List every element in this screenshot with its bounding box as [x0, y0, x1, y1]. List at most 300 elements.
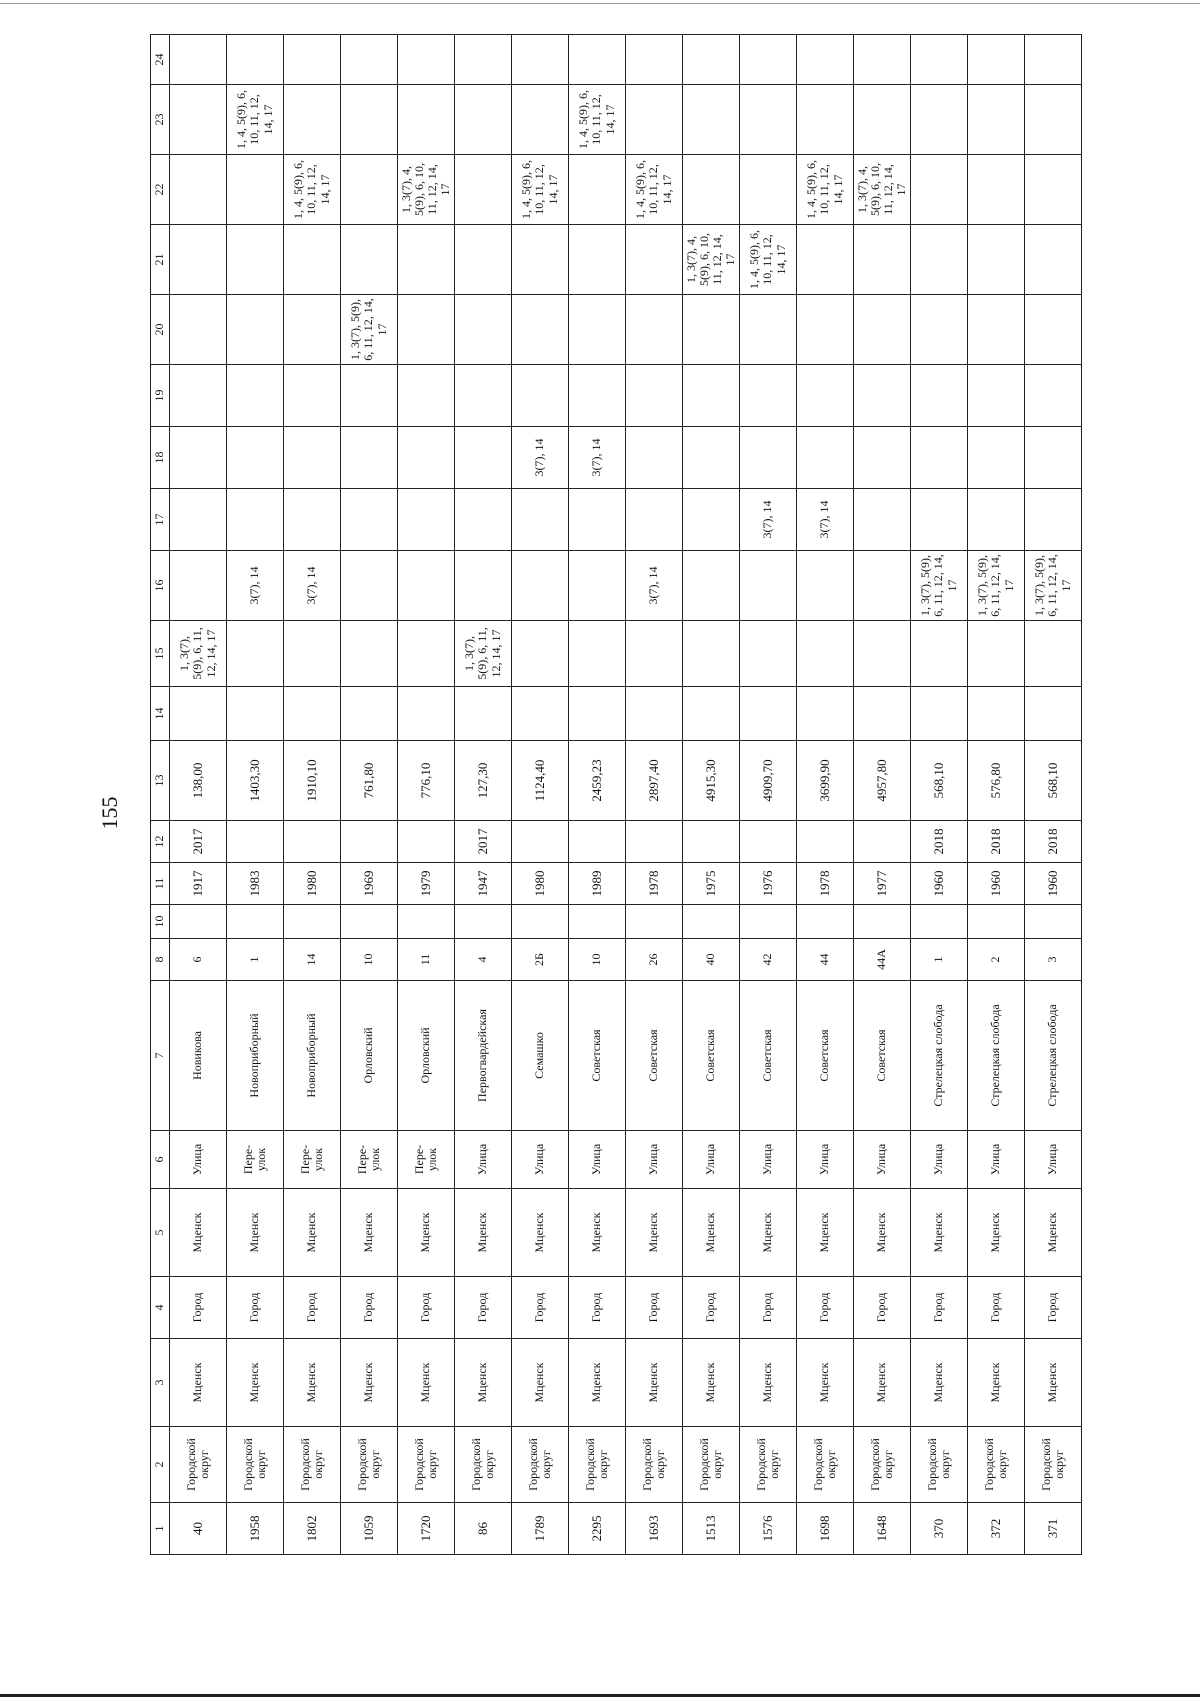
table-cell: Стрелецкая слобода [911, 981, 968, 1131]
table-cell [740, 295, 797, 365]
table-cell: Городской округ [626, 1427, 683, 1503]
table-row [1025, 35, 1082, 1555]
table-cell: 2459,23 [569, 741, 626, 821]
table-cell [968, 687, 1025, 741]
table-cell [740, 687, 797, 741]
table-cell [569, 489, 626, 551]
table-cell [1025, 489, 1082, 551]
table-cell: Городской округ [341, 1427, 398, 1503]
column-header: 3 [151, 1339, 170, 1427]
table-cell: Улица [911, 1131, 968, 1189]
table-cell: Мценск [797, 1189, 854, 1277]
table-cell [626, 427, 683, 489]
table-cell: Мценск [170, 1339, 227, 1427]
table-cell: Город [512, 1277, 569, 1339]
table-cell [341, 427, 398, 489]
table-cell: 40 [170, 1503, 227, 1555]
table-cell [227, 35, 284, 85]
table-cell [284, 35, 341, 85]
column-header: 23 [151, 85, 170, 155]
table-row [455, 35, 512, 1555]
table-cell [854, 295, 911, 365]
table-row [683, 35, 740, 1555]
table-cell: Мценск [398, 1189, 455, 1277]
table-cell [455, 905, 512, 939]
table-cell: 10 [569, 939, 626, 981]
table-cell: Городской округ [683, 1427, 740, 1503]
table-cell: Город [227, 1277, 284, 1339]
table-cell [797, 551, 854, 621]
table-cell [569, 35, 626, 85]
table-cell: Мценск [683, 1339, 740, 1427]
column-header: 17 [151, 489, 170, 551]
table-cell [569, 621, 626, 687]
table-cell [341, 621, 398, 687]
table-cell: 2018 [911, 821, 968, 863]
table-cell [512, 621, 569, 687]
table-cell: Первогвардейская [455, 981, 512, 1131]
table-cell [797, 85, 854, 155]
table-cell: Орловский [398, 981, 455, 1131]
table-cell [227, 905, 284, 939]
table-cell [569, 295, 626, 365]
table-cell: 4915,30 [683, 741, 740, 821]
table-cell: Мценск [227, 1339, 284, 1427]
table-cell [854, 489, 911, 551]
table-cell: Городской округ [512, 1427, 569, 1503]
table-cell: Советская [740, 981, 797, 1131]
table-cell: Городской округ [968, 1427, 1025, 1503]
table-cell [854, 687, 911, 741]
table-cell [797, 821, 854, 863]
table-cell: 1698 [797, 1503, 854, 1555]
table-cell: Город [968, 1277, 1025, 1339]
table-cell [854, 621, 911, 687]
table-cell [683, 295, 740, 365]
table-cell: Мценск [911, 1339, 968, 1427]
table-cell: Город [854, 1277, 911, 1339]
column-header: 21 [151, 225, 170, 295]
table-cell [797, 225, 854, 295]
table-cell [455, 365, 512, 427]
table-row [341, 35, 398, 1555]
table-cell: 6 [170, 939, 227, 981]
table-cell [512, 489, 569, 551]
table-cell [683, 155, 740, 225]
table-cell: 2017 [170, 821, 227, 863]
table-cell [683, 85, 740, 155]
table-cell [455, 225, 512, 295]
table-cell: Город [170, 1277, 227, 1339]
table-cell [968, 35, 1025, 85]
table-row [569, 35, 626, 1555]
table-cell [740, 621, 797, 687]
table-cell: 4909,70 [740, 741, 797, 821]
table-cell [1025, 621, 1082, 687]
table-cell [455, 427, 512, 489]
column-header: 24 [151, 35, 170, 85]
table-cell: 1 [227, 939, 284, 981]
table-cell: Мценск [170, 1189, 227, 1277]
table-cell: 1124,40 [512, 741, 569, 821]
table-cell [569, 905, 626, 939]
table-cell [626, 225, 683, 295]
table-cell [455, 551, 512, 621]
table-cell: Мценск [683, 1189, 740, 1277]
table-cell: 1, 3(7), 5(9), 6, 11, 12, 14, 17 [170, 621, 227, 687]
table-cell: 2017 [455, 821, 512, 863]
table-cell [284, 427, 341, 489]
table-cell: Улица [170, 1131, 227, 1189]
column-header: 16 [151, 551, 170, 621]
table-cell: Советская [854, 981, 911, 1131]
column-header: 8 [151, 939, 170, 981]
table-cell: Пере-улок [284, 1131, 341, 1189]
table-cell: 568,10 [1025, 741, 1082, 821]
table-cell: Улица [569, 1131, 626, 1189]
table-cell [227, 155, 284, 225]
table-cell [911, 35, 968, 85]
table-cell: Мценск [854, 1339, 911, 1427]
table-cell [341, 551, 398, 621]
table-cell: 4 [455, 939, 512, 981]
table-cell: 776,10 [398, 741, 455, 821]
table-cell: Мценск [227, 1189, 284, 1277]
table-cell: Мценск [911, 1189, 968, 1277]
table-cell: 1960 [968, 863, 1025, 905]
table-cell: 1, 3(7), 5(9), 6, 11, 12, 14, 17 [455, 621, 512, 687]
table-cell [569, 551, 626, 621]
table-cell [398, 295, 455, 365]
table-cell [284, 821, 341, 863]
table-cell [911, 905, 968, 939]
table-cell [512, 295, 569, 365]
table-cell: 1978 [797, 863, 854, 905]
table-cell [626, 621, 683, 687]
table-cell: Улица [683, 1131, 740, 1189]
table-cell: Город [740, 1277, 797, 1339]
table-cell [398, 905, 455, 939]
column-header: 5 [151, 1189, 170, 1277]
table-cell [170, 551, 227, 621]
table-cell: Городской округ [398, 1427, 455, 1503]
table-cell [455, 489, 512, 551]
table-cell: 3(7), 14 [512, 427, 569, 489]
table-cell [455, 35, 512, 85]
table-cell: Городской округ [284, 1427, 341, 1503]
table-cell [626, 687, 683, 741]
table-cell: Мценск [341, 1189, 398, 1277]
table-cell [683, 621, 740, 687]
table-cell [227, 427, 284, 489]
table-cell [398, 35, 455, 85]
table-cell: Мценск [455, 1189, 512, 1277]
table-cell: Мценск [854, 1189, 911, 1277]
column-header: 19 [151, 365, 170, 427]
table-cell: 1917 [170, 863, 227, 905]
table-cell: 1720 [398, 1503, 455, 1555]
table-cell [170, 155, 227, 225]
table-cell: Городской округ [740, 1427, 797, 1503]
table-cell: 1976 [740, 863, 797, 905]
table-cell: 1969 [341, 863, 398, 905]
table-cell: 2018 [1025, 821, 1082, 863]
table-cell: 1980 [284, 863, 341, 905]
table-row [227, 35, 284, 1555]
table-cell [284, 621, 341, 687]
table-cell: 3(7), 14 [284, 551, 341, 621]
table-cell [341, 821, 398, 863]
table-cell [170, 905, 227, 939]
table-cell: 14 [284, 939, 341, 981]
table-cell [797, 687, 854, 741]
table-cell [569, 365, 626, 427]
table-cell: 761,80 [341, 741, 398, 821]
table-row [398, 35, 455, 1555]
table-cell: Мценск [1025, 1189, 1082, 1277]
table-cell [683, 687, 740, 741]
table-cell: Город [1025, 1277, 1082, 1339]
table-cell: 4957,80 [854, 741, 911, 821]
table-cell: 3(7), 14 [797, 489, 854, 551]
table-cell [797, 427, 854, 489]
table-cell: Городской округ [797, 1427, 854, 1503]
table-cell: Советская [626, 981, 683, 1131]
table-cell [854, 905, 911, 939]
table-cell: 1802 [284, 1503, 341, 1555]
table-cell: 1, 4, 5(9), 6, 10, 11, 12, 14, 17 [569, 85, 626, 155]
table-cell: 1513 [683, 1503, 740, 1555]
table-cell [968, 621, 1025, 687]
table-cell [569, 821, 626, 863]
table-cell [968, 85, 1025, 155]
table-cell: Город [398, 1277, 455, 1339]
table-cell: Городской округ [227, 1427, 284, 1503]
table-cell: 86 [455, 1503, 512, 1555]
registry-table-container [150, 53, 1073, 1555]
table-cell [1025, 35, 1082, 85]
table-cell [626, 295, 683, 365]
table-cell: Стрелецкая слобода [1025, 981, 1082, 1131]
table-cell: 1975 [683, 863, 740, 905]
registry-table [150, 34, 1082, 1555]
table-row [968, 35, 1025, 1555]
table-cell: 1, 3(7), 4, 5(9), 6, 10, 11, 12, 14, 17 [683, 225, 740, 295]
table-cell [626, 489, 683, 551]
table-cell: Мценск [284, 1339, 341, 1427]
table-cell [512, 85, 569, 155]
table-cell: Мценск [797, 1339, 854, 1427]
table-cell: Город [626, 1277, 683, 1339]
table-cell: 1693 [626, 1503, 683, 1555]
table-cell [170, 85, 227, 155]
table-cell: 127,30 [455, 741, 512, 821]
table-cell [683, 821, 740, 863]
table-row [854, 35, 911, 1555]
column-header: 20 [151, 295, 170, 365]
table-cell: 2Б [512, 939, 569, 981]
table-cell [398, 489, 455, 551]
table-cell: Советская [569, 981, 626, 1131]
table-cell: 1648 [854, 1503, 911, 1555]
table-row [512, 35, 569, 1555]
table-cell [569, 155, 626, 225]
table-cell [911, 225, 968, 295]
table-cell [740, 821, 797, 863]
table-cell [512, 35, 569, 85]
table-cell [512, 687, 569, 741]
table-cell [341, 365, 398, 427]
table-cell: Мценск [569, 1189, 626, 1277]
table-cell: Новоприборный [284, 981, 341, 1131]
table-cell: 1, 3(7), 5(9), 6, 11, 12, 14, 17 [968, 551, 1025, 621]
table-cell [398, 687, 455, 741]
table-cell [398, 621, 455, 687]
table-cell [854, 35, 911, 85]
table-cell: Город [911, 1277, 968, 1339]
table-cell: 568,10 [911, 741, 968, 821]
table-cell [284, 365, 341, 427]
table-cell [512, 905, 569, 939]
table-cell [740, 35, 797, 85]
column-header: 2 [151, 1427, 170, 1503]
table-cell [854, 551, 911, 621]
page-number: 155 [97, 796, 122, 830]
table-cell: 1979 [398, 863, 455, 905]
table-cell: 3 [1025, 939, 1082, 981]
table-cell: Улица [512, 1131, 569, 1189]
table-cell: Пере-улок [341, 1131, 398, 1189]
table-cell [284, 225, 341, 295]
table-cell: Мценск [512, 1189, 569, 1277]
column-header: 10 [151, 905, 170, 939]
table-cell [569, 225, 626, 295]
table-cell [854, 427, 911, 489]
table-cell: Мценск [740, 1339, 797, 1427]
table-cell [398, 551, 455, 621]
table-cell [341, 687, 398, 741]
table-cell [626, 821, 683, 863]
table-cell [398, 427, 455, 489]
table-cell: Стрелецкая слобода [968, 981, 1025, 1131]
table-cell [341, 905, 398, 939]
table-cell [911, 155, 968, 225]
table-cell: Мценск [341, 1339, 398, 1427]
table-cell [569, 687, 626, 741]
scan-edge-top [0, 3, 1200, 4]
table-cell [1025, 905, 1082, 939]
table-cell: 11 [398, 939, 455, 981]
table-row [911, 35, 968, 1555]
table-cell [968, 155, 1025, 225]
table-cell: Город [341, 1277, 398, 1339]
table-cell [968, 905, 1025, 939]
table-cell [626, 35, 683, 85]
table-cell: Пере-улок [398, 1131, 455, 1189]
table-cell: 2295 [569, 1503, 626, 1555]
table-cell: 1947 [455, 863, 512, 905]
table-cell: Город [683, 1277, 740, 1339]
table-cell [455, 155, 512, 225]
table-cell [227, 489, 284, 551]
table-row [797, 35, 854, 1555]
table-cell: 1, 4, 5(9), 6, 10, 11, 12, 14, 17 [284, 155, 341, 225]
table-cell [683, 427, 740, 489]
table-row [284, 35, 341, 1555]
table-cell: Мценск [626, 1339, 683, 1427]
table-cell: 26 [626, 939, 683, 981]
table-cell [911, 489, 968, 551]
table-cell [797, 295, 854, 365]
table-cell: 3(7), 14 [740, 489, 797, 551]
table-cell [968, 295, 1025, 365]
table-cell [683, 35, 740, 85]
column-header: 18 [151, 427, 170, 489]
table-cell [1025, 687, 1082, 741]
table-cell: Новикова [170, 981, 227, 1131]
table-cell [227, 821, 284, 863]
table-cell: Мценск [968, 1339, 1025, 1427]
table-cell [854, 85, 911, 155]
table-cell: 2897,40 [626, 741, 683, 821]
column-header: 1 [151, 1503, 170, 1555]
table-cell: Улица [968, 1131, 1025, 1189]
table-cell [911, 687, 968, 741]
table-cell [1025, 85, 1082, 155]
table-cell [911, 427, 968, 489]
table-cell [170, 427, 227, 489]
table-cell [341, 489, 398, 551]
table-cell [626, 365, 683, 427]
table-cell [455, 85, 512, 155]
table-cell: 1, 3(7), 4, 5(9), 6, 10, 11, 12, 14, 17 [398, 155, 455, 225]
table-cell [455, 295, 512, 365]
table-cell [968, 225, 1025, 295]
table-cell [683, 551, 740, 621]
table-cell [911, 85, 968, 155]
table-cell: 1960 [911, 863, 968, 905]
table-cell [170, 35, 227, 85]
table-cell: 1403,30 [227, 741, 284, 821]
table-cell [740, 905, 797, 939]
header-row [151, 35, 170, 1555]
table-cell [341, 155, 398, 225]
table-cell [227, 621, 284, 687]
table-cell [797, 35, 854, 85]
table-cell: 2 [968, 939, 1025, 981]
table-cell: Город [455, 1277, 512, 1339]
table-cell [227, 365, 284, 427]
column-header: 13 [151, 741, 170, 821]
table-cell [740, 365, 797, 427]
table-cell: 1910,10 [284, 741, 341, 821]
column-header: 6 [151, 1131, 170, 1189]
table-row [170, 35, 227, 1555]
table-cell: 1989 [569, 863, 626, 905]
table-cell [512, 365, 569, 427]
column-header: 7 [151, 981, 170, 1131]
table-cell [341, 85, 398, 155]
table-cell [1025, 155, 1082, 225]
table-cell [740, 85, 797, 155]
table-cell [740, 427, 797, 489]
table-cell: Городской округ [455, 1427, 512, 1503]
table-cell: Мценск [1025, 1339, 1082, 1427]
table-cell [512, 225, 569, 295]
table-cell: 3699,90 [797, 741, 854, 821]
table-cell: Мценск [512, 1339, 569, 1427]
table-cell: 42 [740, 939, 797, 981]
